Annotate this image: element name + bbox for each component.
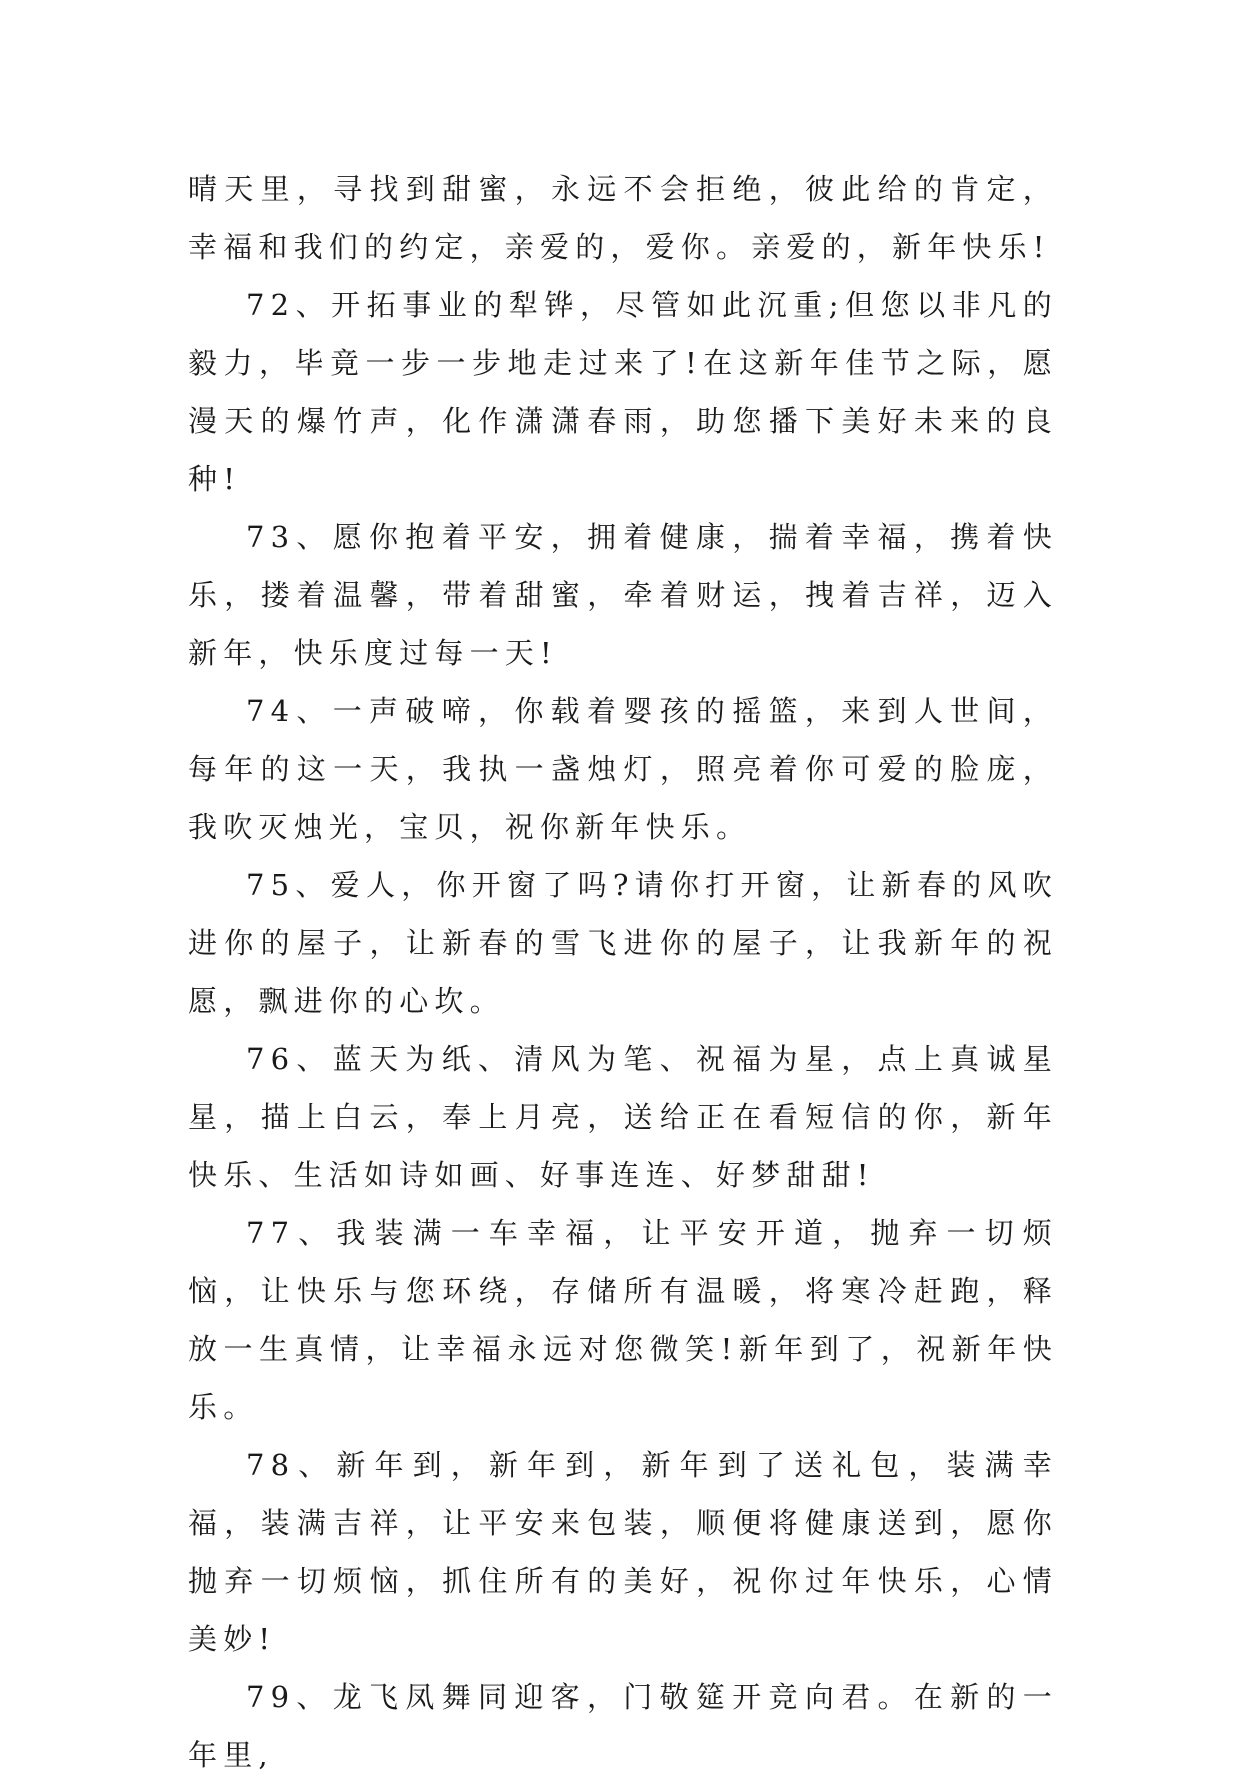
document-body <box>188 160 1058 1784</box>
paragraph-73: 73、愿你抱着平安，拥着健康，揣着幸福，携着快乐，搂着温馨，带着甜蜜，牵着财运，拽着吉祥，迈入新年，快乐度过每一天! <box>188 520 1058 670</box>
paragraph-78: 78、新年到，新年到，新年到了送礼包，装满幸福，装满吉祥，让平安来包装，顺便将健康送到，愿你抛弃一切烦恼，抓住所有的美好，祝你过年快乐，心情美妙! <box>188 1448 1058 1656</box>
paragraph-79: 79、龙飞凤舞同迎客，门敬筵开竞向君。在新的一年里, <box>188 1680 1058 1772</box>
paragraph-77: 77、我装满一车幸福，让平安开道，抛弃一切烦恼，让快乐与您环绕，存储所有温暖，将寒冷赶跑，释放一生真情，让幸福永远对您微笑!新年到了，祝新年快乐。 <box>188 1216 1058 1424</box>
paragraph-74: 74、一声破啼，你载着婴孩的摇篮，来到人世间，每年的这一天，我执一盏烛灯，照亮着你可爱的脸庞，我吹灭烛光，宝贝，祝你新年快乐。 <box>188 694 1058 844</box>
paragraph-76: 76、蓝天为纸、清风为笔、祝福为星，点上真诚星星，描上白云，奉上月亮，送给正在看短信的你，新年快乐、生活如诗如画、好事连连、好梦甜甜! <box>188 1042 1058 1192</box>
paragraph-75: 75、爱人，你开窗了吗?请你打开窗，让新春的风吹进你的屋子，让新春的雪飞进你的屋子，让我新年的祝愿，飘进你的心坎。 <box>188 868 1058 1018</box>
paragraph-continuation: 晴天里，寻找到甜蜜，永远不会拒绝，彼此给的肯定，幸福和我们的约定，亲爱的，爱你。亲爱的，新年快乐! <box>188 172 1058 264</box>
paragraph-72: 72、开拓事业的犁铧，尽管如此沉重;但您以非凡的毅力，毕竟一步一步地走过来了!在这新年佳节之际，愿漫天的爆竹声，化作潇潇春雨，助您播下美好未来的良种! <box>188 288 1058 496</box>
